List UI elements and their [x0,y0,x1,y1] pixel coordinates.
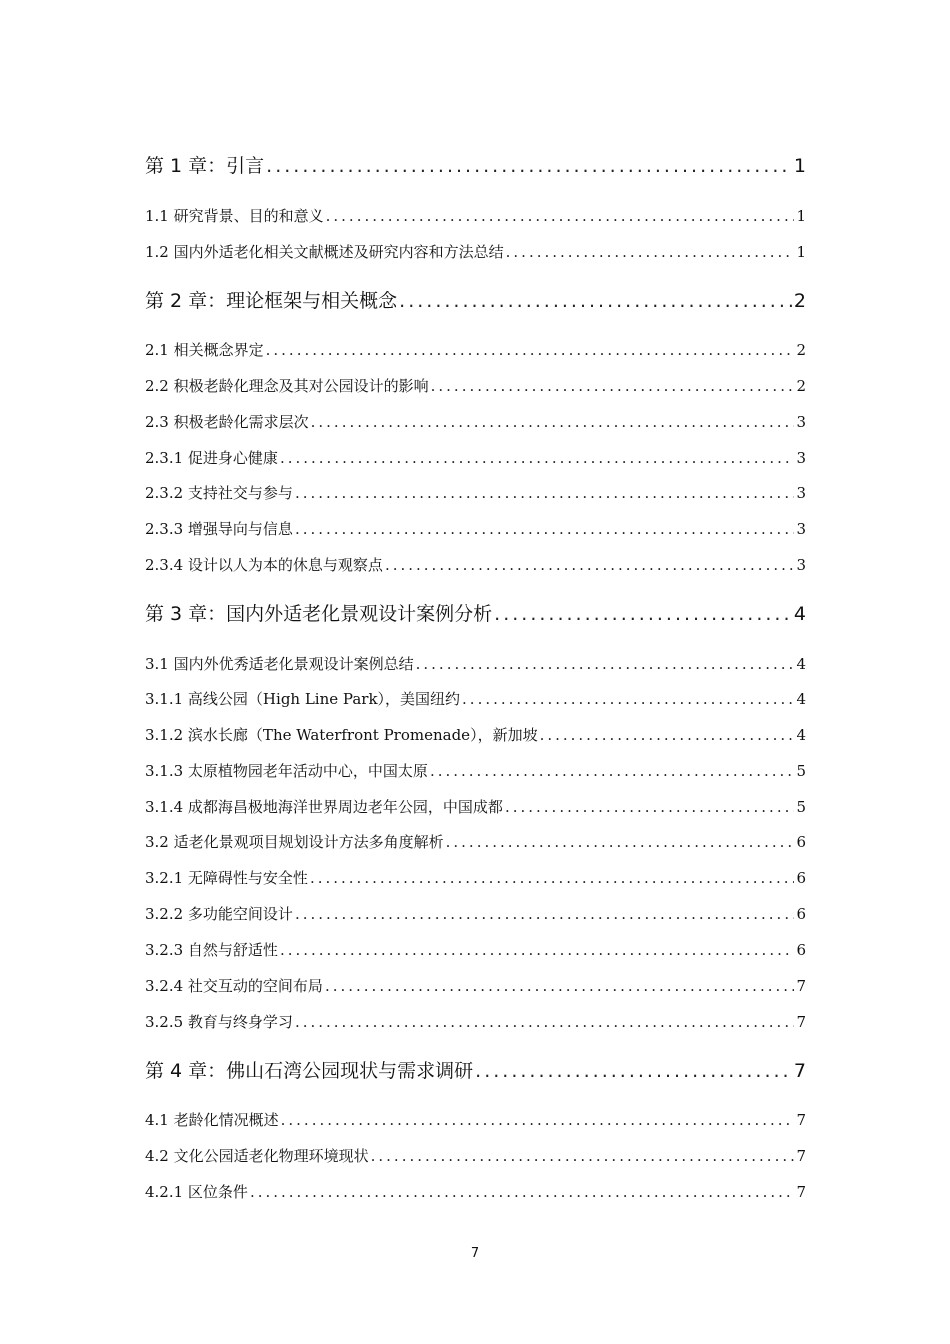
toc-dot-leader [295,903,794,925]
toc-dot-leader [385,554,794,576]
toc-dot-leader [295,482,794,504]
toc-entry-page: 2 [796,377,806,395]
toc-entry-page: 1 [796,243,806,261]
toc-entry-title: 2.3.4 设计以人为本的休息与观察点 [145,556,383,574]
toc-entry-title: 3.2.5 教育与终身学习 [145,1013,293,1031]
toc-entry-section[interactable] [145,903,806,925]
toc-entry-section[interactable] [145,518,806,540]
toc-dot-leader [462,688,794,710]
toc-dot-leader [280,447,794,469]
toc-entry-title: 3.1.4 成都海昌极地海洋世界周边老年公园，中国成都 [145,798,503,816]
toc-entry-title: 4.1 老龄化情况概述 [145,1111,279,1129]
toc-entry-title: 3.1.3 太原植物园老年活动中心，中国太原 [145,762,428,780]
toc-dot-leader [325,975,794,997]
toc-dot-leader [475,1058,792,1084]
toc-entry-page: 3 [796,484,806,502]
toc-entry-section[interactable] [145,831,806,853]
toc-entry-title: 3.2.1 无障碍性与安全性 [145,869,308,887]
toc-entry-page: 4 [796,726,806,744]
toc-entry-section[interactable] [145,975,806,997]
toc-entry-section[interactable] [145,653,806,675]
toc-dot-leader [371,1145,794,1167]
toc-entry-section[interactable] [145,867,806,889]
toc-entry-section[interactable] [145,760,806,782]
toc-entry-title: 2.1 相关概念界定 [145,341,264,359]
toc-entry-section[interactable] [145,411,806,433]
toc-entry-title: 2.3 积极老龄化需求层次 [145,413,309,431]
toc-entry-page: 7 [796,1013,806,1031]
toc-dot-leader [431,375,794,397]
toc-entry-title: 2.2 积极老龄化理念及其对公园设计的影响 [145,377,429,395]
toc-entry-page: 3 [796,520,806,538]
toc-entry-title: 4.2 文化公园适老化物理环境现状 [145,1147,369,1165]
toc-entry-title: 3.1.2 滨水长廊（The Waterfront Promenade），新加坡 [145,726,538,744]
toc-entry-title: 2.3.3 增强导向与信息 [145,520,293,538]
toc-entry-page: 7 [796,1183,806,1201]
toc-dot-leader [281,1109,794,1131]
toc-entry-page: 4 [796,655,806,673]
toc-dot-leader [250,1181,794,1203]
toc-entry-title: 第 3 章：国内外适老化景观设计案例分析 [145,603,493,625]
toc-entry-page: 3 [796,449,806,467]
toc-entry-chapter-1[interactable] [145,153,806,179]
toc-dot-leader [266,339,794,361]
toc-entry-title: 3.2.4 社交互动的空间布局 [145,977,323,995]
toc-entry-section[interactable] [145,205,806,227]
toc-dot-leader [280,939,794,961]
toc-entry-section[interactable] [145,1145,806,1167]
toc-entry-page: 6 [796,869,806,887]
toc-dot-leader [506,241,794,263]
toc-entry-title: 3.2.2 多功能空间设计 [145,905,293,923]
toc-dot-leader [311,411,794,433]
toc-dot-leader [430,760,794,782]
toc-entry-title: 2.3.1 促进身心健康 [145,449,278,467]
toc-entry-section[interactable] [145,482,806,504]
toc-entry-section[interactable] [145,447,806,469]
toc-entry-section[interactable] [145,339,806,361]
page-number: 7 [470,1246,480,1261]
toc-entry-title: 1.2 国内外适老化相关文献概述及研究内容和方法总结 [145,243,504,261]
toc-entry-title: 第 2 章：理论框架与相关概念 [145,290,398,312]
toc-entry-page: 6 [796,941,806,959]
toc-entry-page: 1 [793,155,806,177]
toc-entry-title: 第 4 章：佛山石湾公园现状与需求调研 [145,1060,474,1082]
toc-entry-page: 7 [796,977,806,995]
toc-entry-page: 1 [796,207,806,225]
toc-entry-section[interactable] [145,241,806,263]
toc-dot-leader [540,724,794,746]
toc-dot-leader [446,831,794,853]
toc-dot-leader [266,153,792,179]
toc-dot-leader [326,205,794,227]
toc-entry-page: 5 [796,798,806,816]
toc-entry-page: 2 [796,341,806,359]
toc-entry-section[interactable] [145,724,806,746]
toc-entry-page: 7 [796,1147,806,1165]
toc-entry-title: 第 1 章：引言 [145,155,265,177]
toc-entry-section[interactable] [145,375,806,397]
toc-entry-title: 3.2 适老化景观项目规划设计方法多角度解析 [145,833,444,851]
toc-entry-title: 3.1.1 高线公园（High Line Park），美国纽约 [145,690,461,708]
toc-entry-title: 3.1 国内外优秀适老化景观设计案例总结 [145,655,414,673]
toc-dot-leader [505,796,794,818]
toc-entry-page: 3 [796,556,806,574]
toc-entry-chapter-4[interactable] [145,1058,806,1084]
toc-entry-page: 6 [796,833,806,851]
toc-entry-page: 4 [796,690,806,708]
toc-entry-title: 2.3.2 支持社交与参与 [145,484,293,502]
toc-entry-page: 6 [796,905,806,923]
toc-entry-section[interactable] [145,554,806,576]
toc-dot-leader [295,518,794,540]
toc-entry-chapter-2[interactable] [145,288,806,314]
toc-entry-title: 3.2.3 自然与舒适性 [145,941,278,959]
toc-dot-leader [310,867,794,889]
toc-entry-chapter-3[interactable] [145,601,806,627]
toc-entry-title: 1.1 研究背景、目的和意义 [145,207,324,225]
toc-entry-section[interactable] [145,1181,806,1203]
toc-entry-page: 5 [796,762,806,780]
toc-dot-leader [295,1011,794,1033]
toc-entry-page: 7 [796,1111,806,1129]
toc-entry-title: 4.2.1 区位条件 [145,1183,248,1201]
toc-entry-section[interactable] [145,1011,806,1033]
toc-dot-leader [416,653,794,675]
toc-entry-section[interactable] [145,796,806,818]
toc-entry-page: 7 [793,1060,806,1082]
toc-entry-section[interactable] [145,939,806,961]
toc-dot-leader [399,288,792,314]
toc-dot-leader [494,601,792,627]
toc-entry-page: 2 [793,290,806,312]
toc-entry-section[interactable] [145,688,806,710]
toc-entry-page: 3 [796,413,806,431]
toc-entry-section[interactable] [145,1109,806,1131]
toc-entry-page: 4 [793,603,806,625]
